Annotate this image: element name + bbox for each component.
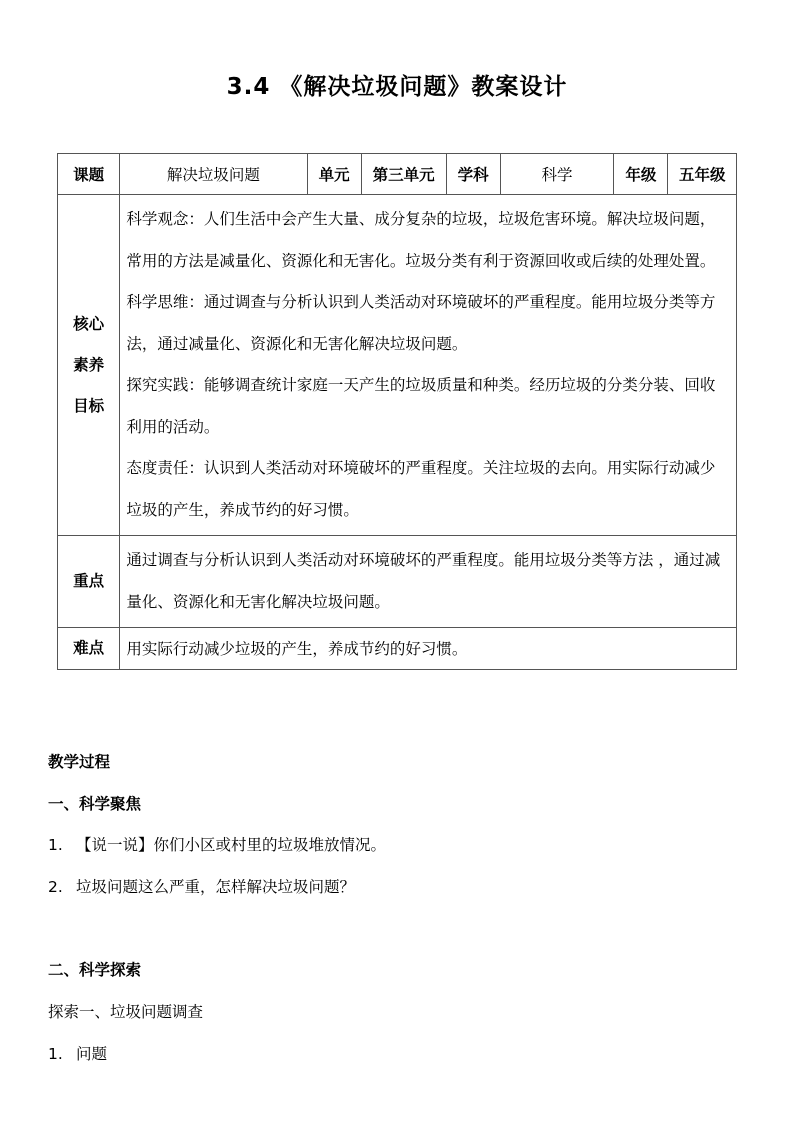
- difficulty-row: [58, 628, 737, 670]
- document-title: 3.4 《解决垃圾问题》教案设计: [226, 74, 568, 100]
- section-2-subtitle: 探索一、垃圾问题调查: [48, 1003, 204, 1021]
- section-2-title: 二、科学探索: [48, 961, 142, 979]
- list-item: [48, 875, 355, 897]
- section-1-title: 一、科学聚焦: [48, 795, 142, 813]
- list-item: [48, 833, 386, 855]
- label-unit: 单元: [307, 154, 361, 195]
- goal-science-thinking: 科学思维：通过调查与分析认识到人类活动对环境破坏的严重程度。能用垃圾分类等方法，通过减量化、资源化和无害化解决垃圾问题。: [126, 293, 716, 353]
- value-unit: 第三单元: [361, 154, 446, 195]
- value-grade: 五年级: [668, 154, 737, 195]
- core-goals-content: [120, 195, 737, 536]
- process-heading: 教学过程: [48, 753, 111, 771]
- goal-inquiry-practice: 探究实践：能够调查统计家庭一天产生的垃圾质量和种类。经历垃圾的分类分装、回收利用的活动。: [126, 376, 716, 436]
- list-item: [48, 1042, 107, 1064]
- list-item-number: 1.: [48, 1045, 63, 1063]
- list-item-text: 【说一说】你们小区或村里的垃圾堆放情况。: [76, 836, 387, 854]
- core-label-line-2: 素养: [73, 355, 105, 374]
- value-topic: 解决垃圾问题: [120, 154, 307, 195]
- difficulty-label: 难点: [58, 628, 120, 670]
- label-grade: 年级: [614, 154, 668, 195]
- goal-attitude-responsibility: 态度责任：认识到人类活动对环境破坏的严重程度。关注垃圾的去向。用实际行动减少垃圾的产生，养成节约的好习惯。: [126, 459, 716, 519]
- goal-science-concept: 科学观念：人们生活中会产生大量、成分复杂的垃圾，垃圾危害环境。解决垃圾问题，常用的方法是减量化、资源化和无害化。垃圾分类有利于资源回收或后续的处理处置。: [126, 210, 716, 270]
- core-label-line-1: 核心: [73, 314, 105, 333]
- list-item-number: 2.: [48, 878, 63, 896]
- list-item-number: 1.: [48, 836, 63, 854]
- key-points-label: 重点: [58, 536, 120, 628]
- table-header-row: [58, 154, 737, 195]
- value-subject: 科学: [500, 154, 614, 195]
- key-points-text: 通过调查与分析认识到人类活动对环境破坏的严重程度。能用垃圾分类等方法 ，通过减量化、资源化和无害化解决垃圾问题。: [120, 536, 737, 628]
- core-goals-label: [58, 195, 120, 536]
- key-points-row: [58, 536, 737, 628]
- label-subject: 学科: [446, 154, 500, 195]
- list-item-text: 垃圾问题这么严重，怎样解决垃圾问题？: [76, 878, 356, 896]
- difficulty-text: 用实际行动减少垃圾的产生，养成节约的好习惯。: [120, 628, 737, 670]
- lesson-info-table: [57, 153, 737, 670]
- core-label-line-3: 目标: [73, 396, 105, 415]
- core-goals-row: [58, 195, 737, 536]
- list-item-text: 问题: [76, 1045, 108, 1063]
- label-topic: 课题: [58, 154, 120, 195]
